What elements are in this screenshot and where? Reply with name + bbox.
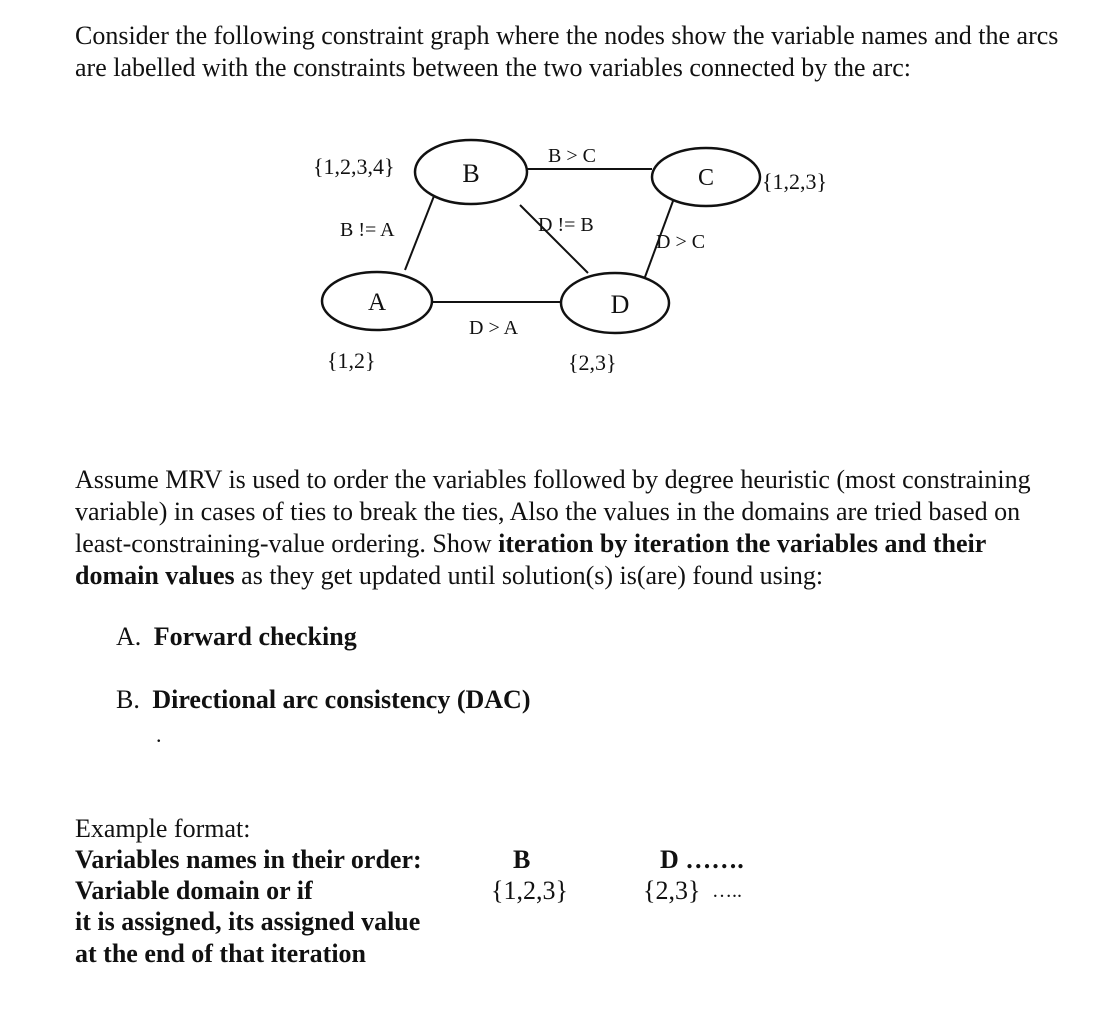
edge-b-a [405, 196, 434, 270]
example-heading: Example format: [75, 814, 251, 843]
edge-label-b-a: B != A [340, 219, 395, 241]
node-a [322, 272, 432, 330]
option-a [116, 622, 357, 652]
option-b-letter: B. [116, 685, 140, 714]
option-b-label: Directional arc consistency (DAC) [152, 685, 531, 714]
example-col1-domain: {1,2,3} [491, 876, 568, 905]
node-d-label: D [610, 290, 630, 319]
node-b-label: B [462, 159, 480, 188]
edge-label-c-d: D > C [656, 231, 706, 253]
edge-label-b-c: B > C [548, 145, 596, 167]
instructions-text-1: Assume MRV is used to order the variables followed by degree heuristic (most constraining variable) in cases of ties to break the ties, Also the values in the domains are tried based on least-constraining-value ordering. Show [75, 465, 1031, 558]
instructions-paragraph [75, 464, 1065, 592]
option-b [116, 685, 530, 715]
example-col2-more: ….. [712, 880, 742, 902]
example-col2-var: D ……. [660, 845, 744, 874]
domain-c: {1,2,3} [762, 169, 828, 194]
example-col1-var: B [513, 845, 531, 874]
edge-label-a-d: D > A [469, 317, 519, 339]
node-c [652, 148, 760, 206]
instructions-text-2: as they get updated until solution(s) is(are) found using: [234, 561, 824, 590]
node-c-label: C [697, 165, 715, 191]
option-a-letter: A. [116, 622, 142, 651]
instructions-bold: iteration by iteration the variables and their domain values [75, 529, 986, 590]
example-row1-label: Variables names in their order: [75, 845, 422, 874]
stray-dot: . [156, 722, 162, 747]
example-row2-line1: Variable domain or if [75, 876, 313, 905]
node-a-label: A [367, 289, 387, 316]
example-col2-domain: {2,3} [643, 876, 701, 905]
domain-a: {1,2} [327, 348, 376, 373]
domain-d: {2,3} [568, 350, 617, 375]
option-a-label: Forward checking [153, 622, 357, 651]
edge-label-b-d: D != B [538, 214, 594, 236]
node-d [561, 273, 669, 333]
example-row2-line2: it is assigned, its assigned value [75, 907, 421, 936]
domain-b: {1,2,3,4} [313, 154, 395, 179]
node-b [415, 140, 527, 204]
intro-paragraph: Consider the following constraint graph where the nodes show the variable names and the arcs are labelled with the constraints between the two variables connected by the arc: [75, 21, 1059, 82]
example-row2-line3: at the end of that iteration [75, 939, 367, 968]
